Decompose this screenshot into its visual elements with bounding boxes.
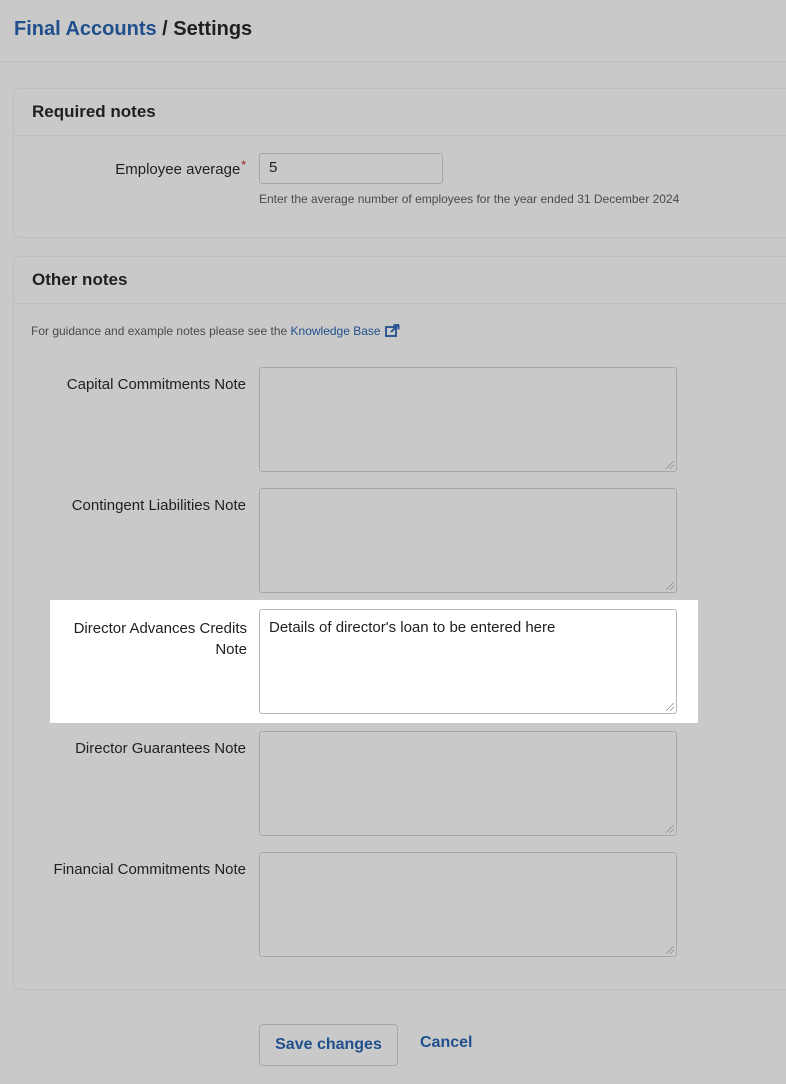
- capital-commitments-textarea[interactable]: [259, 367, 677, 472]
- director-guarantees-label: Director Guarantees Note: [75, 740, 246, 757]
- guidance-prefix: For guidance and example notes please see the: [31, 324, 291, 339]
- director-advances-credits-label: Director Advances Credits Note: [73, 620, 247, 658]
- director-advances-credits-value: Details of director's loan to be entered here: [269, 619, 556, 636]
- financial-commitments-label: Financial Commitments Note: [53, 861, 246, 878]
- employee-average-label-text: Employee average: [115, 161, 241, 178]
- page-title: Settings: [173, 18, 253, 40]
- resize-handle[interactable]: [666, 703, 674, 711]
- breadcrumb-final-accounts-link[interactable]: Final Accounts: [14, 18, 157, 40]
- capital-commitments-label: Capital Commitments Note: [66, 376, 246, 393]
- save-changes-button[interactable]: Save changes: [259, 1024, 398, 1066]
- resize-handle[interactable]: [666, 825, 674, 833]
- breadcrumb-separator: /: [156, 18, 174, 40]
- employee-average-input[interactable]: 5: [259, 153, 443, 184]
- required-notes-title: Required notes: [14, 89, 786, 136]
- contingent-liabilities-label: Contingent Liabilities Note: [71, 497, 246, 514]
- breadcrumb: [14, 18, 252, 41]
- knowledge-base-link[interactable]: Knowledge Base: [290, 324, 381, 339]
- employee-average-label: [13, 159, 246, 180]
- director-guarantees-textarea[interactable]: [259, 731, 677, 836]
- employee-average-help: Enter the average number of employees for the year ended 31 December 2024: [259, 192, 680, 206]
- contingent-liabilities-textarea[interactable]: [259, 488, 677, 593]
- external-link-icon[interactable]: [385, 324, 400, 340]
- other-notes-title: Other notes: [14, 257, 786, 304]
- resize-handle[interactable]: [666, 582, 674, 590]
- resize-handle[interactable]: [666, 946, 674, 954]
- required-asterisk: *: [241, 158, 246, 172]
- guidance-text: [31, 324, 400, 340]
- page-header: [0, 0, 786, 62]
- financial-commitments-textarea[interactable]: [259, 852, 677, 957]
- director-advances-credits-textarea[interactable]: [259, 609, 677, 714]
- resize-handle[interactable]: [666, 461, 674, 469]
- cancel-link[interactable]: Cancel: [420, 1034, 473, 1051]
